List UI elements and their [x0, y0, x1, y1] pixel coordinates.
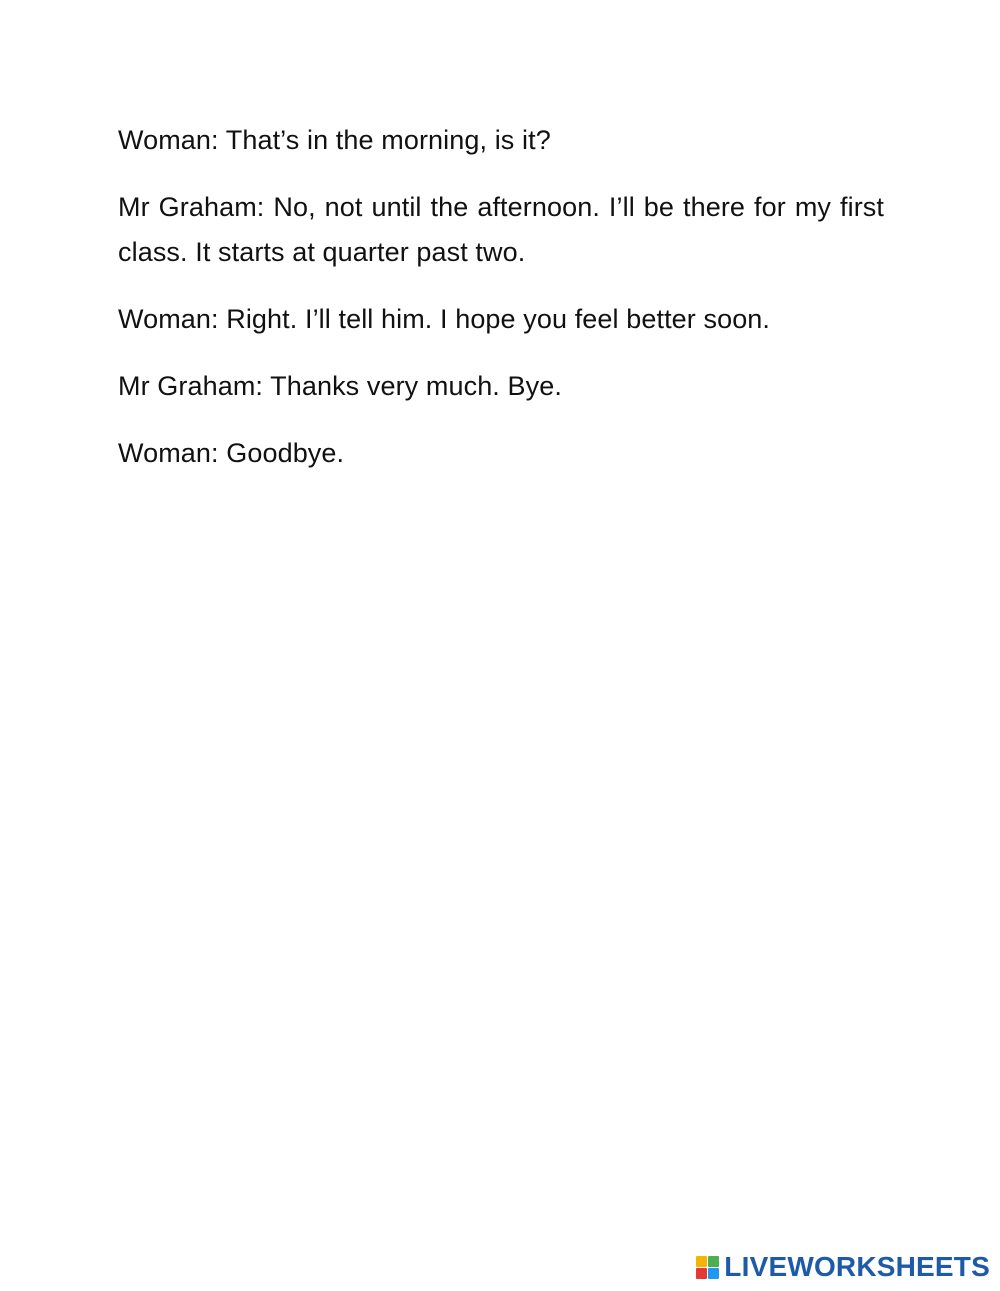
watermark-text: LIVEWORKSHEETS — [724, 1251, 990, 1282]
dialogue-line: Woman: Goodbye. — [118, 438, 345, 468]
dialogue-line: Woman: That’s in the morning, is it? — [118, 125, 551, 155]
logo-square-green — [708, 1256, 719, 1267]
dialogue-line: Woman: Right. I’ll tell him. I hope you feel better soon. — [118, 304, 771, 334]
dialogue-line: Mr Graham: Thanks very much. Bye. — [118, 371, 562, 401]
logo-square-yellow — [696, 1256, 707, 1267]
logo-square-red — [696, 1268, 707, 1279]
dialogue-line: Mr Graham: No, not until the afternoon. I’ll be there for my first class. It starts at quarter past two. — [118, 192, 884, 267]
dialogue-transcript — [118, 118, 884, 498]
liveworksheets-logo-icon — [696, 1256, 719, 1279]
liveworksheets-watermark — [696, 1253, 990, 1281]
logo-square-blue — [708, 1268, 719, 1279]
